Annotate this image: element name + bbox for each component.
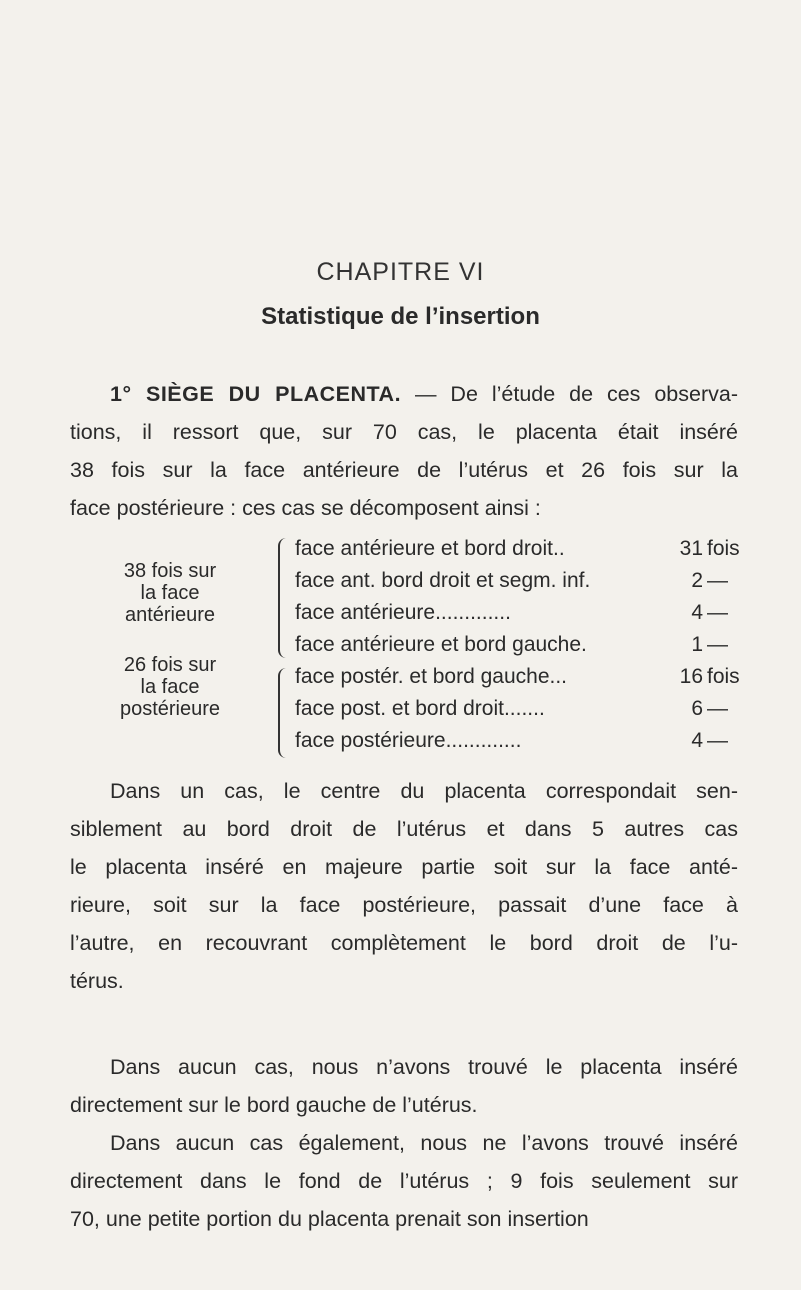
row-count: 16 [679,665,703,688]
row-label: face postér. et bord gauche... [295,665,568,688]
row-label: face ant. bord droit et segm. inf. [295,569,591,592]
table-row [295,534,740,564]
paragraph-line: tions, il ressort que, sur 70 cas, le placenta était inséré [70,420,738,444]
table-row [295,694,740,724]
row-unit: fois [707,537,740,560]
row-count: 4 [691,729,703,752]
group-label-posterior: 26 fois sur la face postérieure [119,654,221,720]
paragraph-line: Dans aucun cas, nous n’avons trouvé le placenta inséré [110,1055,738,1079]
row-label: face postérieure............. [295,729,522,752]
paragraph-fundus [70,1124,738,1238]
paragraph-line: térus. [70,969,124,993]
row-count: 2 [691,569,703,592]
row-label: face post. et bord droit....... [295,697,545,720]
row-count: 6 [691,697,703,720]
paragraph-line: Dans aucun cas également, nous ne l’avons trouvé inséré [110,1131,738,1155]
row-unit: — [707,729,728,752]
brace-posterior [278,668,292,758]
paragraph-line: 38 fois sur la face antérieure de l’utérus et 26 fois sur la [70,458,738,482]
table-row [295,566,740,596]
row-unit: — [707,633,728,656]
row-unit: — [707,601,728,624]
table-row [295,630,740,660]
section-title: Statistique de l’insertion [261,303,540,330]
chapter-heading: CHAPITRE VI [316,258,485,286]
row-label: face antérieure............. [295,601,511,624]
row-label: face antérieure et bord gauche. [295,633,587,656]
paragraph-line: 1° SIÈGE DU PLACENTA. — De l’étude de ces observa- [110,382,739,406]
paragraph-placenta-site [70,375,738,527]
paragraph-line: directement dans le fond de l’utérus ; 9 fois seulement sur [70,1169,738,1193]
paragraph-line: face postérieure : ces cas se décomposent ainsi : [70,496,541,520]
paragraph-line: siblement au bord droit de l’utérus et dans 5 autres cas [70,817,738,841]
paragraph-line: Dans un cas, le centre du placenta correspondait sen- [110,779,738,803]
row-unit: — [707,697,728,720]
brace-anterior [278,538,292,658]
row-unit: — [707,569,728,592]
paragraph-right-border-cases [70,772,738,1000]
row-label: face antérieure et bord droit.. [295,537,565,560]
row-count: 31 [679,537,703,560]
table-row [295,598,740,628]
row-count: 4 [691,601,703,624]
paragraph-line: rieure, soit sur la face postérieure, passait d’une face à [70,893,738,917]
paragraph-line: 70, une petite portion du placenta prenait son insertion [70,1207,589,1231]
paragraph-line: l’autre, en recouvrant complètement le bord droit de l’u- [70,931,738,955]
paragraph-line: directement sur le bord gauche de l’utérus. [70,1093,478,1117]
subsection-heading: 1° SIÈGE DU PLACENTA. [110,382,402,406]
row-count: 1 [691,633,703,656]
row-unit: fois [707,665,740,688]
table-row [295,662,740,692]
group-label-anterior: 38 fois sur la face antérieure [123,560,217,626]
table-row [295,726,740,756]
paragraph-left-border [70,1048,738,1124]
paragraph-line: le placenta inséré en majeure partie soit sur la face anté- [70,855,738,879]
